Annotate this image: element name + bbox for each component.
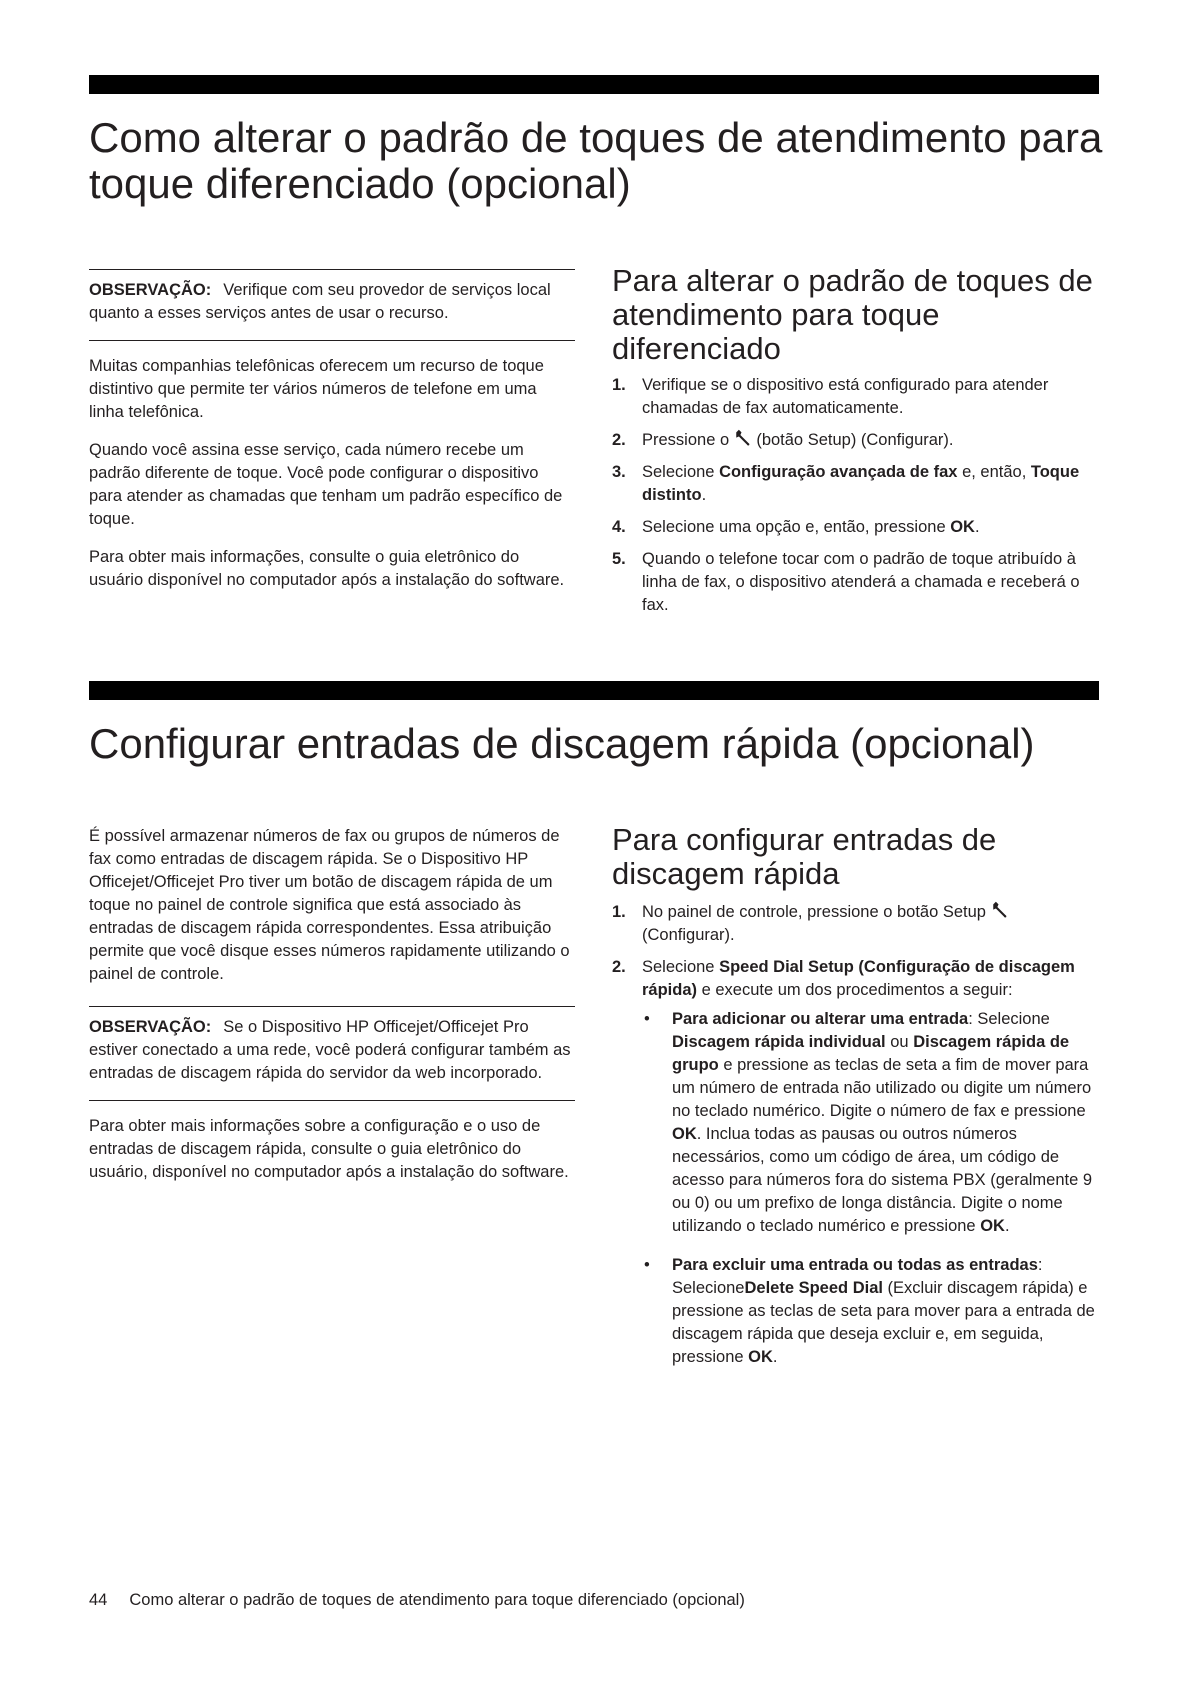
section1-title: Como alterar o padrão de toques de atendimento para toque diferenciado (opcional) <box>89 114 1103 207</box>
paragraph: Para obter mais informações sobre a configuração e o uso de entradas de discagem rápida, consulte o guia eletrônico do usuário, disponível no computador após a instalação do software. <box>89 1117 569 1181</box>
section-bar-2 <box>89 681 1099 700</box>
section1-subtitle: Para alterar o padrão de toques de atendimento para toque diferenciado <box>612 263 1093 366</box>
section2-steps <box>612 901 1102 1369</box>
option-text: . <box>1004 1217 1010 1235</box>
step-item <box>612 901 1102 947</box>
step-item <box>612 956 1102 1369</box>
bullet: • <box>644 1256 650 1274</box>
step-number: 2. <box>612 958 626 976</box>
option-text: (Excluir discagem rápida) e pressione as teclas de seta para mover para a entrada de discagem rápida que deseja excluir e, em seguida, pressione <box>672 1279 1095 1366</box>
step-text: Quando o telefone tocar com o padrão de toque atribuído à linha de fax, o dispositivo atenderá a chamada e receberá o fax. <box>642 550 1080 614</box>
option-text: : Selecione <box>968 1010 1050 1028</box>
paragraph: É possível armazenar números de fax ou grupos de números de fax como entradas de discagem rápida. Se o Dispositivo HP Officejet/Officejet Pro tiver um botão de discagem rápida de um toque no painel de controle significa que está associado às entradas de discagem rápida correspondentes. Essa atribuição permite que você disque esses números rapidamente utilizando o painel de controle. <box>89 827 570 983</box>
option-text: : Selecione <box>672 1256 1043 1297</box>
step-text: Selecione uma opção e, então, pressione <box>642 518 951 536</box>
section1-steps <box>612 374 1102 617</box>
section2-title: Configurar entradas de discagem rápida (opcional) <box>89 720 1035 767</box>
option-text: . <box>772 1348 778 1366</box>
footer-text: Como alterar o padrão de toques de atendimento para toque diferenciado (opcional) <box>129 1591 745 1609</box>
wrench-icon <box>734 429 752 447</box>
option-title: Para excluir uma entrada ou todas as entradas <box>672 1256 1038 1274</box>
menu-option: Discagem rápida individual <box>672 1033 886 1051</box>
option-item <box>642 1008 1102 1238</box>
step-number: 5. <box>612 550 626 568</box>
step-number: 3. <box>612 463 626 481</box>
note-label: OBSERVAÇÃO: <box>89 1018 212 1036</box>
step-item <box>612 516 1102 539</box>
step-item <box>612 429 1102 452</box>
step-text: e execute um dos procedimentos a seguir: <box>697 981 1013 999</box>
button-label: OK <box>980 1217 1005 1235</box>
button-label: OK <box>672 1125 697 1143</box>
paragraph: Quando você assina esse serviço, cada número recebe um padrão diferente de toque. Você pode configurar o dispositivo para atender as chamadas que tenham um padrão específico de toque. <box>89 441 563 528</box>
step-text: . <box>974 518 980 536</box>
section2-left-column <box>89 825 575 1184</box>
menu-option: Configuração avançada de fax <box>719 463 958 481</box>
option-item <box>642 1254 1102 1369</box>
step-text: Verifique se o dispositivo está configurado para atender chamadas de fax automaticamente. <box>642 376 1049 417</box>
menu-option: Delete Speed Dial <box>744 1279 883 1297</box>
note-text: Verifique com seu provedor de serviços local quanto a esses serviços antes de usar o recurso. <box>89 281 551 322</box>
option-text: e pressione as teclas de seta a fim de mover para um número de entrada não utilizado ou digite um número no teclado numérico. Digite o número de fax e pressione <box>672 1056 1092 1120</box>
step-text: No painel de controle, pressione o botão Setup <box>642 903 986 921</box>
section1-right-column <box>612 264 1102 626</box>
step-number: 2. <box>612 431 626 449</box>
step-text: Selecione <box>642 463 720 481</box>
step-text: Pressione o <box>642 431 730 449</box>
note-label: OBSERVAÇÃO: <box>89 281 212 299</box>
section1-note <box>89 269 575 341</box>
step-item <box>612 461 1102 507</box>
step-text: . <box>701 486 707 504</box>
button-label: OK <box>748 1348 773 1366</box>
option-text: . Inclua todas as pausas ou outros números necessários, como um código de área, um código de acesso para números fora do sistema PBX (geralmente 9 ou 0) ou um prefixo de longa distância. Digite o nome utilizando o teclado numérico e pressione <box>672 1125 1093 1235</box>
step-number: 4. <box>612 518 626 536</box>
step-text: e, então, <box>957 463 1031 481</box>
step-number: 1. <box>612 376 626 394</box>
section1-left-column <box>89 269 575 592</box>
section2-note <box>89 1006 575 1101</box>
option-text: ou <box>885 1033 914 1051</box>
paragraph: Para obter mais informações, consulte o guia eletrônico do usuário disponível no computador após a instalação do software. <box>89 548 565 589</box>
menu-option: Speed Dial Setup (Configuração de discagem rápida) <box>642 958 1075 999</box>
menu-option: Toque distinto <box>642 463 1080 504</box>
section2-right-column <box>612 823 1102 1385</box>
option-list <box>642 1008 1102 1369</box>
page-footer <box>89 1589 745 1611</box>
section2-subtitle: Para configurar entradas de discagem rápida <box>612 822 997 891</box>
option-title: Para adicionar ou alterar uma entrada <box>672 1010 969 1028</box>
step-text: (Configurar). <box>642 926 735 944</box>
step-text: Selecione <box>642 958 720 976</box>
note-text: Se o Dispositivo HP Officejet/Officejet Pro estiver conectado a uma rede, você poderá configurar também as entradas de discagem rápida do servidor da web incorporado. <box>89 1018 571 1082</box>
bullet: • <box>644 1010 650 1028</box>
page-number: 44 <box>89 1591 108 1609</box>
menu-option: Discagem rápida de grupo <box>672 1033 1070 1074</box>
paragraph: Muitas companhias telefônicas oferecem um recurso de toque distintivo que permite ter vários números de telefone em uma linha telefônica. <box>89 357 544 421</box>
section-bar-1 <box>89 75 1099 94</box>
button-label: OK <box>950 518 975 536</box>
wrench-icon <box>991 901 1009 919</box>
step-number: 1. <box>612 903 626 921</box>
step-item <box>612 374 1102 420</box>
step-item <box>612 548 1102 617</box>
step-text: (botão Setup) (Configurar). <box>756 431 954 449</box>
